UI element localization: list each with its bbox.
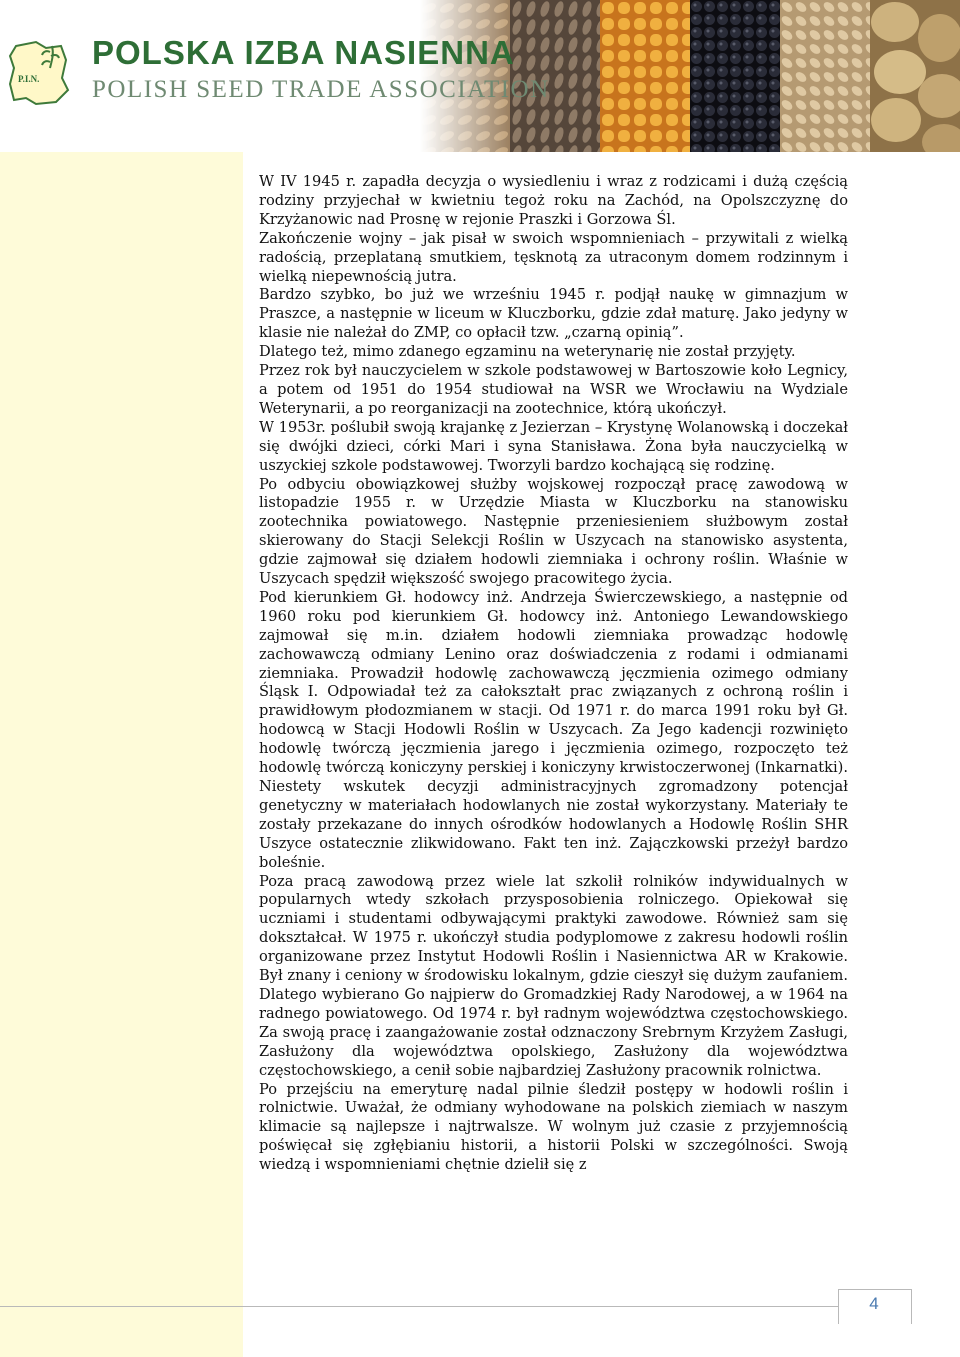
paragraph: Po odbyciu obowiązkowej służby wojskowej rozpoczął pracę zawodową w listopadzie 1955 r. w Urzędzie Miasta w Kluczborku na stanowisku zootechnika powiatowego. Następnie przeniesieniem służbowym został skierowany do Stacji Selekcji Roślin w Uszycach na stanowisko asystenta, gdzie zajmował się działem hodowli ziemniaka i ochrony roślin. Właśnie w Uszycach spędził większość swojego pracowitego życia. (259, 475, 848, 588)
paragraph: Przez rok był nauczycielem w szkole podstawowej w Bartoszowie koło Legnicy, a potem od 1951 do 1954 studiował na WSR we Wrocławiu na Wydziale Weterynarii, a po reorganizacji na zootechnice, którą ukończył. (259, 362, 848, 417)
brand-title: POLSKA IZBA NASIENNA (92, 34, 515, 71)
article-body (259, 173, 848, 1175)
soybeans-image (690, 0, 780, 152)
paragraph: Dlatego też, mimo zdanego egzaminu na weterynarię nie został przyjęty. (259, 343, 796, 361)
paragraph: Zakończenie wojny – jak pisał w swoich wspomnieniach – przywitali z wielką radością, przeplataną smutkiem, tęsknotą za utraconym domem rodzinnym i wielką niepewnością jutra. (259, 229, 848, 285)
footer-divider (0, 1306, 900, 1307)
brand-subtitle: POLISH SEED TRADE ASSOCIATION (92, 76, 550, 103)
paragraph: Po przejściu na emeryturę nadal pilnie śledził postępy w hodowli roślin i rolnictwie. Uważał, że odmiany wyhodowane na polskich ziemiach w naszym klimacie są najlepsze i najtrwalsze. W wolnym już czasie z przyjemnością poświęcał się zgłębianiu historii, a historii Polski w szczególności. Swoją wiedzą i wspomnieniami chętnie dzielił się z (259, 1080, 848, 1174)
paragraph: Bardzo szybko, bo już we wrześniu 1945 r. podjął naukę w gimnazjum w Praszce, a następnie w liceum w Kluczborku, gdzie zdał maturę. Jako jedyny w klasie nie należał do ZMP, co opłacił tzw. „czarną opinią”. (259, 286, 848, 342)
pin-logo-icon (6, 38, 72, 108)
page-header (0, 0, 960, 152)
page-number: 4 (869, 1294, 879, 1313)
sidebar-panel (0, 152, 243, 1357)
grains-image (780, 0, 870, 152)
paragraph: W 1953r. poślubił swoją krajankę z Jezierzan – Krystynę Wolanowską i doczekał się dwójki dzieci, córki Mari i syna Stanisława. Żona była nauczycielką w uszyckiej szkole podstawowej. Tworzyli bardzo kochającą się rodzinę. (259, 418, 848, 474)
corn-kernels-image (600, 0, 690, 152)
potatoes-image (870, 0, 960, 152)
paragraph: Poza pracą zawodową przez wiele lat szkolił rolników indywidualnych w popularnych wtedy szkołach przysposobienia rolniczego. Opiekował się uczniami i studentami odbywającymi praktyki zawodowe. Również sam się dokształcał. W 1975 r. ukończył studia podyplomowe z zakresu hodowli roślin organizowane przez Instytut Hodowli Roślin i Nasiennictwa AR w Krakowie. Był znany i ceniony w środowisku lokalnym, gdzie cieszył się dużym zaufaniem. Dlatego wybierano Go najpierw do Gromadzkiej Rady Narodowej, a w 1964 na radnego powiatowego. Od 1974 r. był radnym województwa częstochowskiego. Za swoją pracę i zaangażowanie został odznaczony Srebrnym Krzyżem Zasługi, Zasłużony dla województwa opolskiego, Zasłużony dla województwa częstochowskiego, a cenił sobie najbardziej Zasłużony pracownik rolnictwa. (259, 872, 848, 1079)
logo-caption: P.I.N. (18, 74, 40, 84)
paragraph: W IV 1945 r. zapadła decyzja o wysiedleniu i wraz z rodzicami i dużą częścią rodziny przyjechał w kwietniu tegoż roku na Zachód, na Opolszczyznę do Krzyżanowic nad Prosnę w rejonie Praszki i Gorzowa Śl. (259, 173, 848, 228)
paragraph: Pod kierunkiem Gł. hodowcy inż. Andrzeja Świerczewskiego, a następnie od 1960 roku pod kierunkiem Gł. hodowcy inż. Antoniego Lewandowskiego zajmował się m.in. działem hodowli ziemniaka prowadząc hodowlę zachowawczą odmiany Lenino oraz doświadczenia z rodami i odmianami ziemniaka. Prowadził hodowlę zachowawczą jęczmienia ozimego odmiany Śląsk I. Odpowiadał też za całokształt prac związanych z ochroną roślin i prawidłowym płodozmianem w stacji. Od 1971 r. do marca 1991 roku był Gł. hodowcą w Stacji Hodowli Roślin w Uszycach. Za Jego kadencji rozwinięto hodowlę twórczą jęczmienia jarego i jęczmienia ozimego, rozpoczęto też hodowlę twórczą koniczyny perskiej i koniczyny krwistoczerwonej (Inkarnatki). Niestety wskutek decyzji administracyjnych zgromadzony potencjał genetyczny w materiałach hodowlanych nie został wykorzystany. Materiały te zostały przekazane do innych ośrodków hodowlanych a Hodowlę Roślin SHR Uszyce ostatecznie zlikwidowano. Fakt ten inż. Zajączkowski przeżył bardzo boleśnie. (259, 588, 848, 871)
